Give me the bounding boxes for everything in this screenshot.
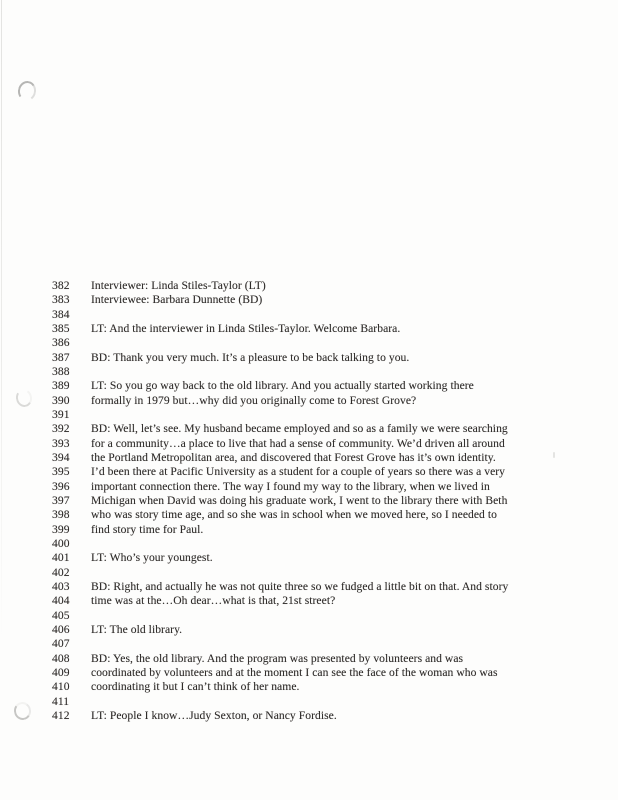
line-text: who was story time age, and so she was in school when we moved here, so I needed to	[91, 508, 497, 522]
line-number: 395	[52, 465, 70, 479]
transcript-line	[52, 537, 612, 551]
line-text: LT: The old library.	[91, 622, 183, 636]
line-text: Michigan when David was doing his graduate work, I went to the library there with Beth	[91, 493, 508, 507]
line-text	[91, 637, 612, 651]
line-text: time was at the…Oh dear…what is that, 21st street?	[91, 594, 336, 608]
transcript-line	[52, 336, 612, 350]
line-number: 410	[52, 680, 70, 694]
transcript-line	[52, 709, 612, 723]
line-number: 403	[52, 579, 70, 593]
page-edge-shadow	[1, 0, 2, 640]
line-text: I’d been there at Pacific University as a student for a couple of years so there was a very	[91, 465, 506, 479]
binder-hole-mark-top	[16, 80, 37, 103]
line-text	[91, 336, 612, 350]
transcript-lines	[52, 279, 612, 723]
line-number: 389	[52, 379, 70, 393]
line-number: 390	[52, 393, 70, 407]
transcript-line	[52, 695, 612, 709]
transcript-line	[52, 508, 612, 522]
transcript-line	[52, 580, 612, 594]
binder-hole-mark-middle	[14, 388, 33, 409]
line-text	[91, 365, 612, 379]
line-number: 401	[52, 551, 70, 565]
line-number: 396	[52, 479, 70, 493]
line-text: formally in 1979 but…why did you originally come to Forest Grove?	[91, 393, 417, 407]
line-text	[91, 695, 612, 709]
line-number: 384	[52, 307, 70, 321]
transcript-line	[52, 308, 612, 322]
transcript-line	[52, 322, 612, 336]
line-number: 407	[52, 637, 70, 651]
line-text: for a community…a place to live that had a sense of community. We’d driven all around	[91, 436, 505, 450]
line-number: 391	[52, 407, 70, 421]
line-text: Interviewer: Linda Stiles-Taylor (LT)	[91, 279, 266, 292]
transcript-line	[52, 637, 612, 651]
line-number: 382	[52, 279, 70, 292]
transcript-line	[52, 551, 612, 565]
transcript-line	[52, 422, 612, 436]
transcript-line	[52, 451, 612, 465]
binder-hole-mark-bottom	[13, 701, 33, 722]
line-text: find story time for Paul.	[91, 522, 204, 536]
transcript-line	[52, 379, 612, 393]
line-number: 406	[52, 622, 70, 636]
transcript-line	[52, 437, 612, 451]
line-number: 385	[52, 321, 70, 335]
line-text: coordinated by volunteers and at the moment I can see the face of the woman who was	[91, 665, 498, 679]
line-text	[91, 408, 612, 422]
line-text: important connection there. The way I found my way to the library, when we lived in	[91, 479, 490, 493]
transcript-line	[52, 652, 612, 666]
line-text: LT: Who’s your youngest.	[91, 551, 213, 565]
line-text: BD: Thank you very much. It’s a pleasure to be back talking to you.	[91, 350, 410, 364]
transcript-line	[52, 365, 612, 379]
line-number: 400	[52, 536, 70, 550]
line-number: 411	[52, 694, 70, 708]
line-text: BD: Well, let’s see. My husband became employed and so as a family we were searching	[91, 422, 508, 436]
line-text	[91, 609, 612, 623]
line-text	[91, 537, 612, 551]
transcript-line	[52, 279, 612, 293]
line-number: 387	[52, 350, 70, 364]
line-number: 383	[52, 293, 70, 307]
transcript-line	[52, 566, 612, 580]
line-text: BD: Yes, the old library. And the program was presented by volunteers and was	[91, 651, 464, 665]
line-number: 399	[52, 522, 70, 536]
line-number: 402	[52, 565, 70, 579]
transcript-line	[52, 680, 612, 694]
line-number: 409	[52, 665, 70, 679]
line-text: Interviewee: Barbara Dunnette (BD)	[91, 293, 263, 307]
line-number: 392	[52, 422, 70, 436]
line-number: 404	[52, 594, 70, 608]
line-text: LT: So you go way back to the old library. And you actually started working there	[91, 379, 474, 393]
line-number: 394	[52, 450, 70, 464]
line-text: coordinating it but I can’t think of her name.	[91, 680, 300, 694]
line-number: 393	[52, 436, 70, 450]
transcript-line	[52, 408, 612, 422]
line-number: 398	[52, 508, 70, 522]
transcript-line	[52, 594, 612, 608]
line-number: 405	[52, 608, 70, 622]
line-number: 412	[52, 708, 70, 722]
transcript-line	[52, 293, 612, 307]
line-number: 397	[52, 493, 70, 507]
transcript-line	[52, 351, 612, 365]
line-text	[91, 566, 612, 580]
transcript-line	[52, 609, 612, 623]
transcript-line	[52, 523, 612, 537]
transcript-line	[52, 394, 612, 408]
line-text: LT: People I know…Judy Sexton, or Nancy Fordise.	[91, 708, 337, 722]
line-text: LT: And the interviewer in Linda Stiles-Taylor. Welcome Barbara.	[91, 321, 401, 335]
line-number: 388	[52, 364, 70, 378]
line-number: 386	[52, 336, 70, 350]
transcript-line	[52, 465, 612, 479]
line-number: 408	[52, 651, 70, 665]
transcript-line	[52, 480, 612, 494]
transcript-line	[52, 666, 612, 680]
line-text	[91, 308, 612, 322]
line-text: the Portland Metropolitan area, and discovered that Forest Grove has it’s own identity.	[91, 450, 496, 464]
line-text: BD: Right, and actually he was not quite three so we fudged a little bit on that. And story	[91, 579, 509, 593]
transcript-line	[52, 623, 612, 637]
transcript-line	[52, 494, 612, 508]
